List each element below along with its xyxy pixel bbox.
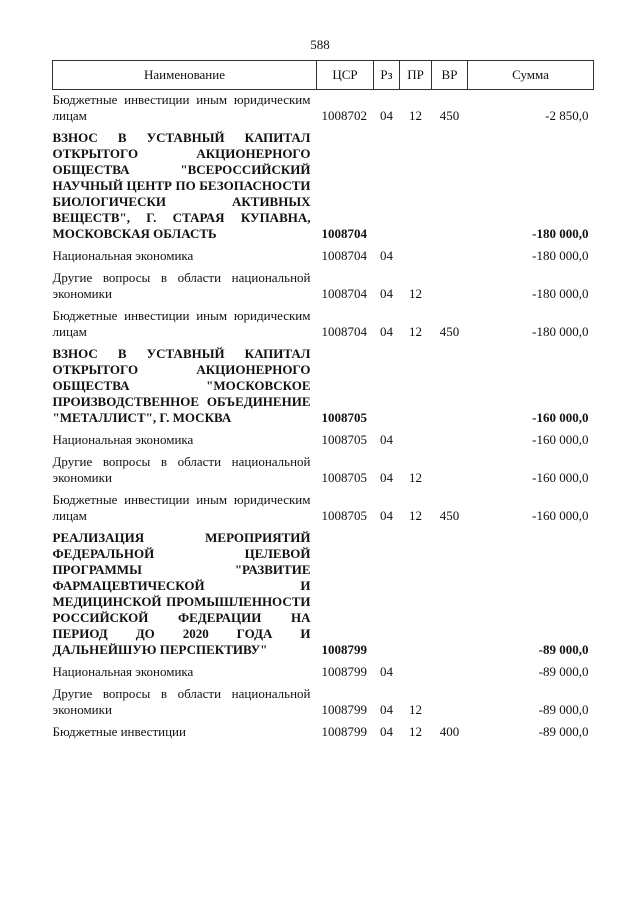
table-row (53, 340, 594, 426)
cell-pr: 12 (409, 702, 422, 717)
cell-vr (432, 340, 468, 426)
cell-csr: 1008705 (321, 410, 367, 425)
cell-vr (432, 426, 468, 448)
cell-vr: 400 (439, 724, 460, 739)
cell-name: Другие вопросы в области национальной экономики (52, 270, 311, 301)
cell-vr (432, 124, 468, 242)
cell-rz (374, 524, 400, 658)
cell-sum: -89 000,0 (538, 642, 589, 657)
header-row (53, 61, 594, 90)
cell-csr: 1008799 (321, 702, 367, 717)
cell-sum: -2 850,0 (545, 108, 589, 123)
cell-pr (400, 426, 432, 448)
header-pr: ПР (400, 61, 432, 90)
table-row (53, 680, 594, 718)
header-rz: Рз (374, 61, 400, 90)
header-sum: Сумма (468, 61, 594, 90)
cell-pr: 12 (409, 508, 422, 523)
cell-vr (432, 658, 468, 680)
cell-sum: -180 000,0 (532, 248, 589, 263)
cell-rz: 04 (380, 248, 393, 263)
cell-pr (400, 340, 432, 426)
cell-pr: 12 (409, 470, 422, 485)
cell-csr: 1008705 (321, 508, 367, 523)
header-csr: ЦСР (317, 61, 374, 90)
cell-name: Бюджетные инвестиции иным юридическим лицам (52, 308, 311, 339)
cell-sum: -160 000,0 (532, 410, 589, 425)
cell-name: Национальная экономика (52, 432, 194, 447)
cell-csr: 1008704 (321, 324, 367, 339)
table-header (53, 61, 594, 90)
header-vr: ВР (432, 61, 468, 90)
table-row (53, 302, 594, 340)
cell-sum: -180 000,0 (532, 226, 589, 241)
cell-name: Бюджетные инвестиции (52, 724, 186, 739)
cell-name: Другие вопросы в области национальной экономики (52, 454, 311, 485)
cell-pr (400, 242, 432, 264)
table-row (53, 124, 594, 242)
cell-pr (400, 524, 432, 658)
cell-vr (432, 524, 468, 658)
cell-rz: 04 (380, 664, 393, 679)
table-row (53, 426, 594, 448)
cell-csr: 1008704 (321, 248, 367, 263)
cell-vr (432, 242, 468, 264)
cell-csr: 1008704 (321, 286, 367, 301)
cell-sum: -89 000,0 (538, 702, 589, 717)
cell-rz: 04 (380, 432, 393, 447)
page-number: 588 (310, 37, 330, 52)
cell-rz: 04 (380, 470, 393, 485)
cell-sum: -160 000,0 (532, 508, 589, 523)
cell-csr: 1008799 (321, 642, 367, 657)
cell-csr: 1008705 (321, 432, 367, 447)
cell-pr (400, 124, 432, 242)
cell-rz: 04 (380, 108, 393, 123)
table-row (53, 264, 594, 302)
cell-name: ВЗНОС В УСТАВНЫЙ КАПИТАЛ ОТКРЫТОГО АКЦИОНЕРНОГО ОБЩЕСТВА "ВСЕРОССИЙСКИЙ НАУЧНЫЙ ЦЕНТР ПО БЕЗОПАСНОСТИ БИОЛОГИЧЕСКИ АКТИВНЫХ ВЕЩЕСТВ", Г. СТАРАЯ КУПАВНА, МОСКОВСКАЯ ОБЛАСТЬ (52, 130, 311, 241)
cell-sum: -89 000,0 (538, 664, 589, 679)
table-body (53, 90, 594, 741)
cell-rz: 04 (380, 324, 393, 339)
cell-rz: 04 (380, 702, 393, 717)
table-row (53, 242, 594, 264)
cell-vr: 450 (439, 324, 460, 339)
table-row (53, 90, 594, 125)
cell-vr (432, 264, 468, 302)
cell-pr: 12 (409, 108, 422, 123)
header-name: Наименование (53, 61, 317, 90)
cell-csr: 1008799 (321, 664, 367, 679)
cell-pr (400, 658, 432, 680)
cell-name: Национальная экономика (52, 664, 194, 679)
cell-rz (374, 340, 400, 426)
cell-sum: -180 000,0 (532, 324, 589, 339)
cell-name: Бюджетные инвестиции иным юридическим лицам (52, 492, 311, 523)
cell-rz: 04 (380, 508, 393, 523)
cell-csr: 1008702 (321, 108, 367, 123)
table-row (53, 718, 594, 740)
cell-pr: 12 (409, 286, 422, 301)
cell-vr (432, 448, 468, 486)
cell-sum: -160 000,0 (532, 470, 589, 485)
cell-sum: -180 000,0 (532, 286, 589, 301)
table-row (53, 658, 594, 680)
cell-sum: -89 000,0 (538, 724, 589, 739)
cell-rz: 04 (380, 286, 393, 301)
table-row (53, 524, 594, 658)
cell-sum: -160 000,0 (532, 432, 589, 447)
budget-table (52, 60, 594, 740)
cell-csr: 1008704 (321, 226, 367, 241)
cell-name: РЕАЛИЗАЦИЯ МЕРОПРИЯТИЙ ФЕДЕРАЛЬНОЙ ЦЕЛЕВОЙ ПРОГРАММЫ "РАЗВИТИЕ ФАРМАЦЕВТИЧЕСКОЙ И МЕДИЦИНСКОЙ ПРОМЫШЛЕННОСТИ РОССИЙСКОЙ ФЕДЕРАЦИИ НА ПЕРИОД ДО 2020 ГОДА И ДАЛЬНЕЙШУЮ ПЕРСПЕКТИВУ" (52, 530, 311, 657)
table-row (53, 448, 594, 486)
cell-pr: 12 (409, 724, 422, 739)
cell-csr: 1008799 (321, 724, 367, 739)
cell-name: ВЗНОС В УСТАВНЫЙ КАПИТАЛ ОТКРЫТОГО АКЦИОНЕРНОГО ОБЩЕСТВА "МОСКОВСКОЕ ПРОИЗВОДСТВЕННОЕ ОБЪЕДИНЕНИЕ "МЕТАЛЛИСТ", Г. МОСКВА (52, 346, 311, 425)
table-row (53, 486, 594, 524)
cell-vr: 450 (439, 508, 460, 523)
cell-pr: 12 (409, 324, 422, 339)
cell-name: Другие вопросы в области национальной экономики (52, 686, 311, 717)
cell-vr: 450 (439, 108, 460, 123)
cell-name: Национальная экономика (52, 248, 194, 263)
cell-rz (374, 124, 400, 242)
cell-csr: 1008705 (321, 470, 367, 485)
cell-name: Бюджетные инвестиции иным юридическим лицам (52, 92, 311, 123)
cell-rz: 04 (380, 724, 393, 739)
cell-vr (432, 680, 468, 718)
